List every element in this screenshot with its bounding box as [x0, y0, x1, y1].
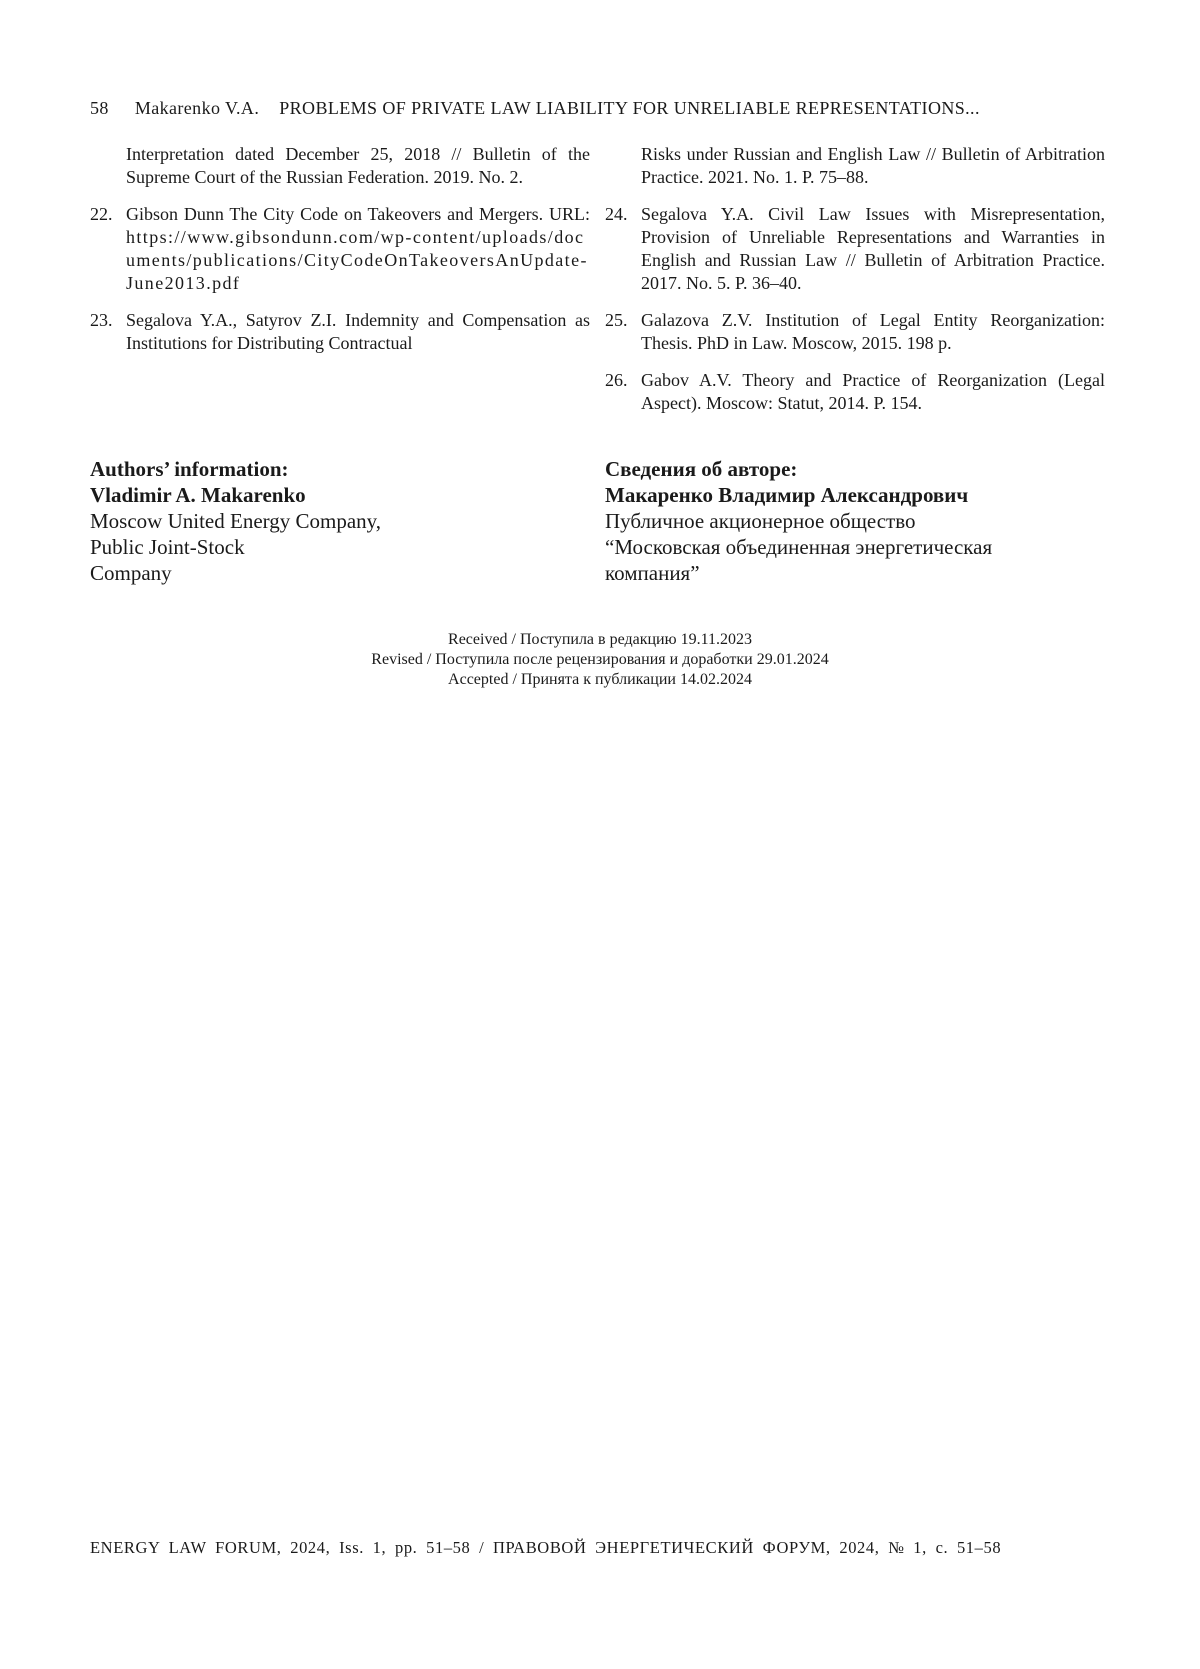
reference-item	[605, 369, 1105, 415]
reference-item	[90, 309, 590, 355]
reference-text: Gabov A.V. Theory and Practice of Reorganization (Legal Aspect). Moscow: Statut, 2014. P. 154.	[641, 370, 1105, 413]
reference-text: Segalova Y.A. Civil Law Issues with Misrepresentation, Provision of Unreliable Representations and Warranties in English and Russian Law // Bulletin of Arbitration Practice. 2017. No. 5. P. 36–40.	[641, 204, 1105, 293]
revised-date: Revised / Поступила после рецензирования и доработки 29.01.2024	[371, 651, 829, 668]
affiliation-line: Публичное акционерное общество	[605, 509, 916, 533]
affiliation-line: Public Joint-Stock	[90, 535, 245, 559]
reference-number: 26.	[605, 370, 628, 390]
author-name: Макаренко Владимир Александрович	[605, 483, 969, 507]
reference-number: 22.	[90, 204, 113, 224]
reference-url-link[interactable]: https://www.gibsondunn.com/wp-content/uploads/documents/publications/CityCodeOnTakeoversAnUpdate-June2013.pdf	[126, 227, 588, 293]
reference-item	[605, 143, 1105, 189]
running-head	[90, 98, 1110, 119]
author-info-english	[90, 456, 570, 586]
received-date: Received / Поступила в редакцию 19.11.2023	[448, 631, 752, 648]
reference-number: 25.	[605, 310, 628, 330]
reference-text: Gibson Dunn The City Code on Takeovers and Mergers. URL:	[126, 204, 590, 224]
page-number: 58	[90, 98, 109, 118]
author-info-heading: Сведения об авторе:	[605, 457, 798, 481]
reference-item	[90, 143, 590, 189]
reference-text: Interpretation dated December 25, 2018 // Bulletin of the Supreme Court of the Russian Federation. 2019. No. 2.	[126, 144, 590, 187]
journal-footer: ENERGY LAW FORUM, 2024, Iss. 1, pp. 51–58 / ПРАВОВОЙ ЭНЕРГЕТИЧЕСКИЙ ФОРУМ, 2024, № 1, с. 51–58	[90, 1538, 1002, 1557]
references-column-left	[90, 143, 590, 369]
reference-text: Galazova Z.V. Institution of Legal Entity Reorganization: Thesis. PhD in Law. Moscow, 2015. 198 p.	[641, 310, 1105, 353]
reference-number: 24.	[605, 204, 628, 224]
affiliation-line: “Московская объединенная энергетическая	[605, 535, 993, 559]
reference-item	[605, 203, 1105, 295]
author-name: Vladimir A. Makarenko	[90, 483, 306, 507]
author-info-heading: Authors’ information:	[90, 457, 289, 481]
author-info-russian	[605, 456, 1105, 586]
reference-number: 23.	[90, 310, 113, 330]
affiliation-line: Company	[90, 561, 172, 585]
running-head-title: PROBLEMS OF PRIVATE LAW LIABILITY FOR UNRELIABLE REPRESENTATIONS...	[279, 98, 980, 118]
affiliation-line: компания”	[605, 561, 700, 585]
references-column-right	[605, 143, 1105, 429]
reference-item	[605, 309, 1105, 355]
reference-text: Segalova Y.A., Satyrov Z.I. Indemnity and Compensation as Institutions for Distributing Contractual	[126, 310, 590, 353]
reference-text: Risks under Russian and English Law // Bulletin of Arbitration Practice. 2021. No. 1. P. 75–88.	[641, 144, 1105, 187]
publication-dates	[0, 630, 1200, 690]
running-head-author: Makarenko V.A.	[134, 98, 260, 118]
accepted-date: Accepted / Принята к публикации 14.02.2024	[448, 671, 752, 688]
affiliation-line: Moscow United Energy Company,	[90, 509, 382, 533]
reference-item	[90, 203, 590, 295]
